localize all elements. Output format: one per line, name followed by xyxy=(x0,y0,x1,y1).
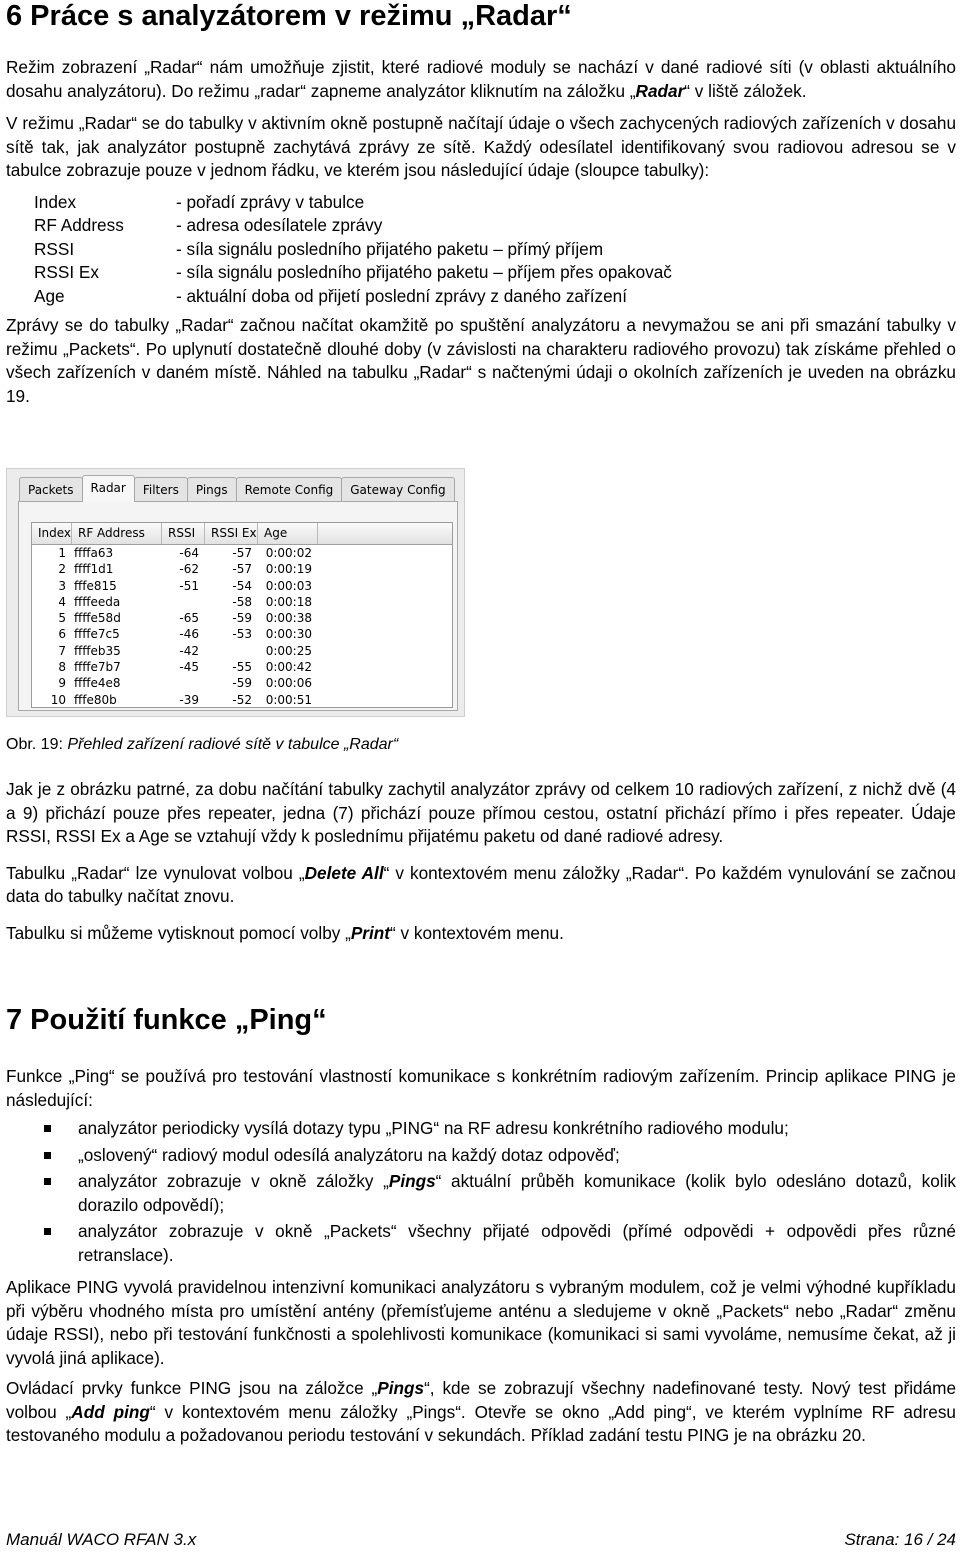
cell-index: 6 xyxy=(58,627,66,642)
radar-tab-emphasis: Radar xyxy=(635,80,685,101)
paragraph-radar-table: V režimu „Radar“ se do tabulky v aktivním okně postupně načítají údaje o všech zachycených radiových zařízeních v dosahu sítě tak, jak analyzátor postupně zachytává zprávy ze sítě. Každý odesílatel identifikovaný svou radiovou adresou se v tabulce zobrazuje pouze v jednom řádku, ve kterém jsou následující údaje (sloupce tabulky): xyxy=(6,113,956,180)
table-row[interactable] xyxy=(32,578,452,594)
cell-index: 4 xyxy=(58,594,66,609)
definition-term: RSSI xyxy=(34,238,75,259)
figure-caption xyxy=(6,736,398,754)
cell-rf-address: ffffe58d xyxy=(74,611,121,626)
footer-page-number: Strana: 16 / 24 xyxy=(844,1530,956,1549)
page-footer xyxy=(6,1530,956,1550)
text-span: “ v kontextovém menu záložky „Pings“. Otevře se okno „Add ping“, ve kterém vyplníme RF adresu testovaného modulu a požadovanou periodu testování v sekundách. Příklad zadání testu PING je na obrázku 20. xyxy=(6,1401,956,1445)
cell-rssi: -64 xyxy=(179,546,199,560)
tab-packets[interactable]: Packets xyxy=(19,477,83,502)
paragraph-radar-intro xyxy=(6,56,956,103)
cell-age: 0:00:03 xyxy=(265,578,312,593)
table-row[interactable] xyxy=(32,594,452,610)
cell-age: 0:00:30 xyxy=(265,627,312,642)
text-span: Ovládací prvky funkce PING jsou na záložce „ xyxy=(6,1378,378,1398)
cell-rssi: -62 xyxy=(179,562,199,577)
caption-label: Obr. 19: xyxy=(6,736,68,753)
text-span: Režim zobrazení „Radar“ nám umožňuje zjistit, které radiové moduly se nachází v dané radiové síti (v oblasti aktuálního dosahu analyzátoru). Do režimu „radar“ zapneme analyzátor kliknutím na záložku „ xyxy=(6,57,956,101)
cell-age: 0:00:51 xyxy=(265,692,312,707)
tab-remote-config[interactable]: Remote Config xyxy=(236,477,343,502)
table-row[interactable] xyxy=(32,545,452,561)
definition-term: RSSI Ex xyxy=(34,262,99,282)
section-7-heading: 7 Použití funkce „Ping“ xyxy=(6,1004,327,1036)
footer-manual-title: Manuál WACO RFAN 3.x xyxy=(6,1530,197,1549)
column-header-age[interactable]: Age xyxy=(258,523,318,544)
text-span: analyzátor zobrazuje v okně záložky „ xyxy=(78,1171,389,1191)
print-emphasis: Print xyxy=(350,922,390,943)
table-row[interactable] xyxy=(32,626,452,642)
cell-rssi-ex: -55 xyxy=(232,660,252,675)
pings-emphasis: Pings xyxy=(377,1378,425,1398)
table-row[interactable] xyxy=(32,643,452,659)
cell-rssi xyxy=(162,675,205,691)
definition-desc: - aktuální doba od přijetí poslední zprávy z daného zařízení xyxy=(176,285,627,306)
cell-age: 0:00:06 xyxy=(265,676,312,691)
cell-age: 0:00:18 xyxy=(265,594,312,609)
cell-rssi xyxy=(162,594,205,610)
tab-radar[interactable]: Radar xyxy=(82,475,135,502)
column-definition-list xyxy=(34,191,956,309)
radar-screenshot-figure xyxy=(6,468,465,717)
list-item: „oslovený“ radiový modul odesílá analyzátoru na každý dotaz odpověď; xyxy=(78,1144,956,1168)
table-row[interactable] xyxy=(32,561,452,577)
pings-emphasis: Pings xyxy=(388,1171,436,1191)
cell-rssi: -39 xyxy=(179,692,199,707)
cell-index: 2 xyxy=(58,562,66,577)
tab-pings[interactable]: Pings xyxy=(187,477,237,502)
text-span: “, kde se zobrazují všechny nadefinované testy. Nový test přidáme volbou „ xyxy=(6,1378,957,1422)
column-header-index[interactable]: Index xyxy=(32,523,72,544)
cell-rf-address: ffffeb35 xyxy=(74,643,121,658)
tab-filters[interactable]: Filters xyxy=(134,477,188,502)
cell-age: 0:00:42 xyxy=(265,660,312,675)
text-span: Tabulku „Radar“ lze vynulovat volbou „ xyxy=(6,862,305,883)
definition-row xyxy=(34,191,956,215)
column-header-rssi-ex[interactable]: RSSI Ex xyxy=(205,523,258,544)
paragraph-delete-all xyxy=(6,862,956,909)
cell-rf-address: fffe815 xyxy=(74,578,117,593)
ping-steps-list xyxy=(6,1117,956,1267)
cell-age: 0:00:38 xyxy=(265,611,312,626)
list-item: analyzátor periodicky vysílá dotazy typu „PING“ na RF adresu konkrétního radiového modulu; xyxy=(78,1117,956,1141)
definition-desc: - adresa odesílatele zprávy xyxy=(176,215,383,235)
cell-index: 1 xyxy=(58,546,66,560)
paragraph-ping-controls xyxy=(6,1377,956,1448)
cell-rssi-ex: -54 xyxy=(232,578,252,593)
cell-index: 9 xyxy=(58,676,66,691)
cell-rf-address: ffff1d1 xyxy=(74,562,114,577)
definition-desc: - síla signálu posledního přijatého paketu – příjem přes opakovač xyxy=(176,262,672,282)
table-row[interactable] xyxy=(32,659,452,675)
radar-table xyxy=(31,522,453,708)
cell-age: 0:00:02 xyxy=(265,546,312,560)
cell-index: 5 xyxy=(58,611,66,626)
section-6-body xyxy=(6,56,956,408)
cell-index: 10 xyxy=(50,692,66,707)
column-header-rf-address[interactable]: RF Address xyxy=(72,523,162,544)
paragraph-ping-intro: Funkce „Ping“ se používá pro testování vlastností komunikace s konkrétním radiovým zařízením. Princip aplikace PING je následující: xyxy=(6,1066,956,1110)
section-7-body xyxy=(6,1065,956,1448)
definition-term: Index xyxy=(34,191,77,212)
radar-tab-panel xyxy=(18,501,458,711)
table-body xyxy=(32,545,452,708)
paragraph-figure-explanation: Jak je z obrázku patrné, za dobu načítání tabulky zachytil analyzátor zprávy od celkem 10 radiových zařízení, z nichž dvě (4 a 9) přichází pouze přes repeater, jedna (7) přichází pouze přímou cestou, ostatní přichází přímo i přes repeater. Údaje RSSI, RSSI Ex a Age se vztahují vždy k poslednímu přijatému paketu od dané radiové adresy. xyxy=(6,779,956,846)
cell-age: 0:00:25 xyxy=(265,643,312,658)
paragraph-radar-loading: Zprávy se do tabulky „Radar“ začnou načítat okamžitě po spuštění analyzátoru a nevymažou se ani při smazání tabulky v režimu „Packets“. Po uplynutí dostatečně dlouhé doby (v závislosti na charakteru radiového provozu) tak získáme přehled o všech zařízeních v daném místě. Náhled na tabulku „Radar“ s načtenými údaji o okolních zařízeních je uveden na obrázku 19. xyxy=(6,315,956,406)
cell-rssi: -45 xyxy=(179,660,199,675)
add-ping-emphasis: Add ping xyxy=(71,1401,150,1422)
cell-rssi: -42 xyxy=(179,643,199,658)
table-row[interactable] xyxy=(32,610,452,626)
cell-rssi-ex xyxy=(205,643,258,659)
column-header-rssi[interactable]: RSSI xyxy=(162,523,205,544)
cell-rf-address: fffe80b xyxy=(74,692,117,707)
cell-rf-address: ffffeeda xyxy=(74,594,121,609)
definition-desc: - pořadí zprávy v tabulce xyxy=(176,191,365,212)
definition-desc: - síla signálu posledního přijatého paketu – přímý příjem xyxy=(176,238,604,259)
definition-row xyxy=(34,238,956,262)
cell-rssi-ex: -52 xyxy=(232,692,252,707)
cell-rssi-ex: -57 xyxy=(232,562,252,577)
cell-rf-address: ffffa63 xyxy=(74,546,114,560)
definition-row xyxy=(34,285,956,309)
table-row[interactable] xyxy=(32,675,452,691)
section-6-after-figure xyxy=(6,778,956,945)
cell-index: 3 xyxy=(58,578,66,593)
text-span: “ v kontextovém menu záložky „Radar“. Po každém vynulování se začnou data do tabulky načítat znovu. xyxy=(6,862,956,906)
definition-row xyxy=(34,214,956,238)
table-header xyxy=(32,523,452,545)
text-span: “ aktuální průběh komunikace (kolik bylo odesláno dotazů, kolik dorazilo odpovědí); xyxy=(78,1171,956,1215)
cell-rssi-ex: -59 xyxy=(232,611,252,626)
list-item xyxy=(78,1170,956,1217)
tab-gateway-config[interactable]: Gateway Config xyxy=(341,477,454,502)
cell-rssi-ex: -53 xyxy=(232,627,252,642)
definition-term: Age xyxy=(34,285,65,306)
cell-rssi-ex: -59 xyxy=(232,676,252,691)
cell-rf-address: ffffe7c5 xyxy=(74,627,120,642)
cell-rssi: -46 xyxy=(179,627,199,642)
caption-text: Přehled zařízení radiové sítě v tabulce „Radar“ xyxy=(67,736,399,753)
cell-index: 8 xyxy=(58,660,66,675)
cell-rssi-ex: -57 xyxy=(232,546,252,560)
analyzer-tab-bar xyxy=(19,477,454,502)
cell-index: 7 xyxy=(58,643,66,658)
cell-rf-address: ffffe7b7 xyxy=(74,660,121,675)
table-row[interactable] xyxy=(32,692,452,708)
paragraph-print xyxy=(6,922,956,946)
cell-rf-address: ffffe4e8 xyxy=(74,676,121,691)
cell-rssi: -51 xyxy=(179,578,199,593)
definition-term: RF Address xyxy=(34,215,124,235)
cell-age: 0:00:19 xyxy=(265,562,312,577)
definition-row xyxy=(34,261,956,285)
list-item: analyzátor zobrazuje v okně „Packets“ všechny přijaté odpovědi (přímé odpovědi + odpovědi přes různé retranslace). xyxy=(78,1220,956,1267)
cell-rssi-ex: -58 xyxy=(232,594,252,609)
cell-rssi: -65 xyxy=(179,611,199,626)
delete-all-emphasis: Delete All xyxy=(304,862,384,883)
section-6-heading: 6 Práce s analyzátorem v režimu „Radar“ xyxy=(6,0,572,32)
text-span: Tabulku si můžeme vytisknout pomocí volby „ xyxy=(6,922,351,943)
paragraph-ping-usage: Aplikace PING vyvolá pravidelnou intenzivní komunikaci analyzátoru s vybraným modulem, což je velmi výhodné kupříkladu při výběru vhodného místa pro umístění antény (přemísťujeme anténu a sledujeme v okně „Packets“ nebo „Radar“ změnu údaje RSSI), nebo při testování funkčnosti a spolehlivosti komunikace (komunikaci si sami vyvoláme, nemusíme čekat, až ji vyvolá jiná aplikace). xyxy=(6,1277,956,1368)
text-span: “ v liště záložek. xyxy=(684,80,807,101)
text-span: “ v kontextovém menu. xyxy=(390,922,564,943)
